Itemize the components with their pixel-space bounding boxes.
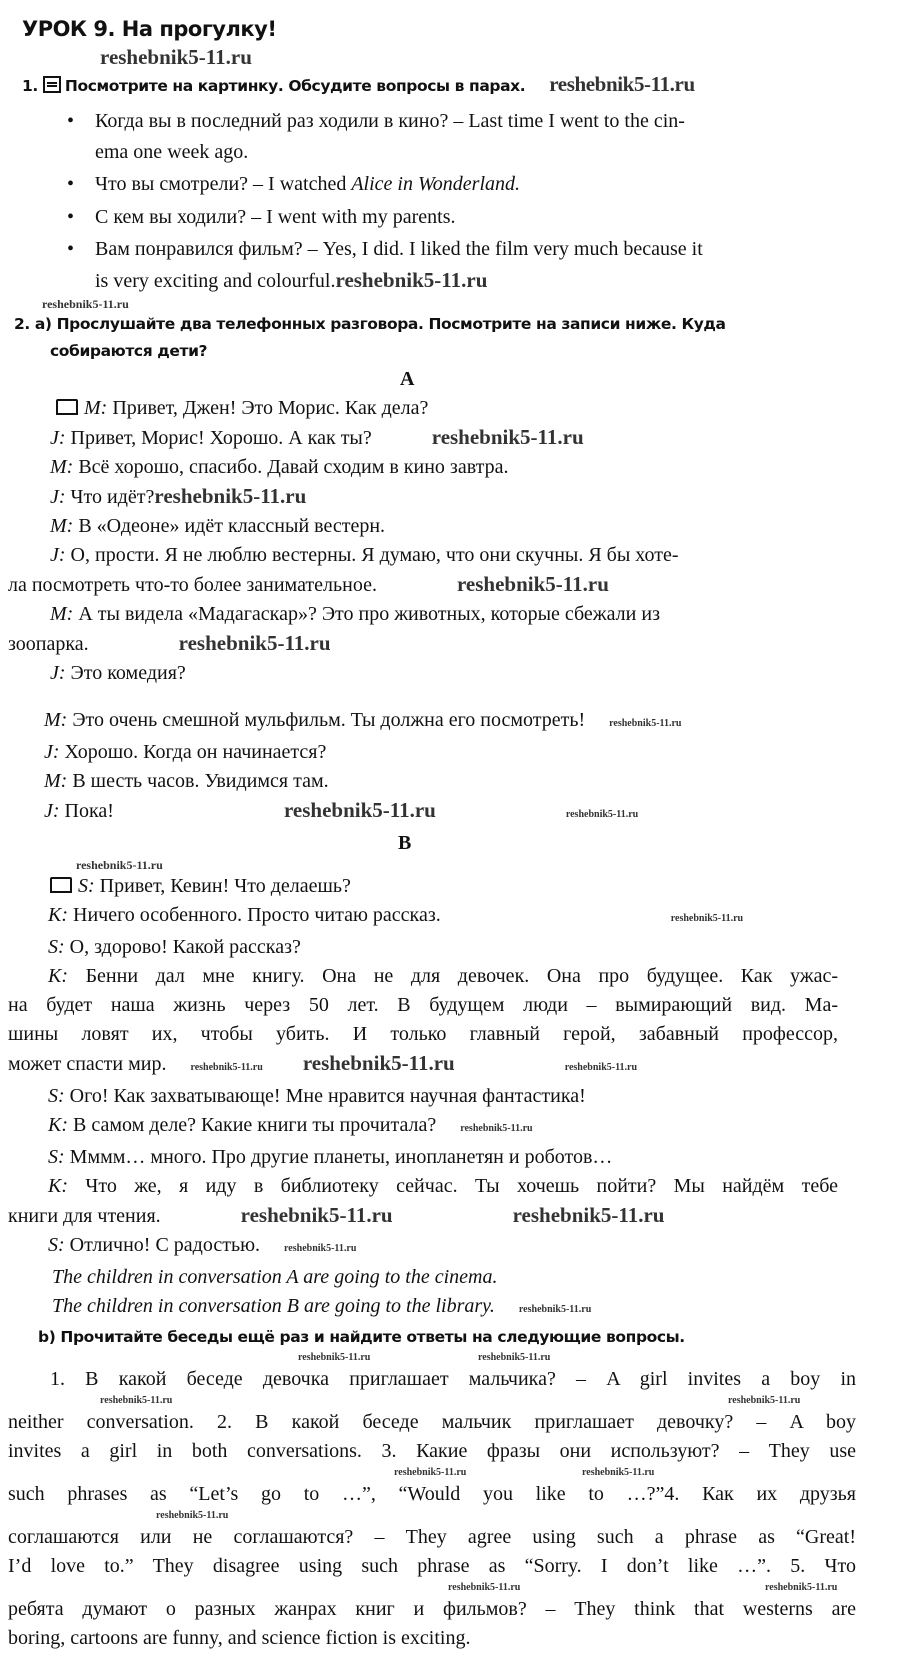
- watermark: reshebnik5-11.ru: [178, 631, 331, 655]
- text-span: Вам понравился фильм? – Yes, I did. I liked the film very much because it: [95, 238, 703, 260]
- dialogue-line: [0, 1231, 898, 1263]
- watermark-row: [0, 1394, 898, 1408]
- speaker-label: J:: [50, 544, 66, 566]
- speaker-label: S:: [48, 1146, 65, 1168]
- dialogue-line-cont: [0, 1201, 898, 1231]
- answer-paragraph-line: 1. В какой беседе девочка приглашает мальчика? – A girl invites a boy in: [50, 1368, 856, 1390]
- speaker-label: J:: [50, 662, 66, 684]
- conversation-b-label: B: [398, 832, 412, 854]
- watermark: reshebnik5-11.ru: [478, 1352, 551, 1363]
- dialogue-line: [0, 1111, 898, 1143]
- dialogue-line: [48, 962, 838, 991]
- text-span: зоопарка.: [8, 633, 89, 655]
- speaker-label: J:: [50, 427, 66, 449]
- audio-icon: [56, 399, 78, 415]
- watermark-row: [0, 1466, 898, 1480]
- text-span: Пока!: [59, 800, 114, 822]
- text-span: книги для чтения.: [8, 1205, 161, 1227]
- speaker-label: K:: [48, 1175, 68, 1197]
- dialogue-line: [0, 767, 898, 796]
- bullet-item: [0, 234, 898, 265]
- watermark: reshebnik5-11.ru: [609, 718, 682, 729]
- answer-line: The children in conversation B are going to the library.: [52, 1295, 495, 1317]
- watermark-row: [0, 297, 898, 311]
- watermark: reshebnik5-11.ru: [284, 1243, 357, 1254]
- watermark-row: [0, 858, 898, 872]
- dialogue-line: [0, 901, 898, 933]
- text-span: Ничего особенного. Просто читаю рассказ.: [68, 904, 441, 926]
- speaker-label: M:: [44, 770, 68, 792]
- text-span: О, прости. Я не люблю вестерны. Я думаю, что они скучны. Я бы хоте-: [65, 544, 679, 566]
- speaker-label: J:: [44, 741, 60, 763]
- watermark: reshebnik5-11.ru: [100, 45, 252, 69]
- text-span: is very exciting and colourful.: [95, 270, 336, 292]
- dialogue-line-cont: [0, 570, 898, 600]
- watermark: reshebnik5-11.ru: [512, 1203, 665, 1227]
- audio-icon: [50, 877, 72, 893]
- exercise-2b-heading: b) Прочитайте беседы ещё раз и найдите ответы на следующие вопросы.: [38, 1328, 685, 1346]
- text-span: В шесть часов. Увидимся там.: [67, 770, 329, 792]
- watermark: reshebnik5-11.ru: [765, 1582, 838, 1593]
- watermark: reshebnik5-11.ru: [154, 484, 307, 508]
- dialogue-line-cont: шины ловят их, чтобы убить. И только главный герой, забавный профессор,: [8, 1023, 838, 1045]
- speaker-label: S:: [78, 875, 95, 897]
- exercise-number: 1.: [22, 77, 38, 95]
- watermark: reshebnik5-11.ru: [448, 1582, 521, 1593]
- answer-paragraph-line: boring, cartoons are funny, and science fiction is exciting.: [8, 1627, 471, 1649]
- bullet-item: [0, 201, 898, 234]
- answer-paragraph-line: neither conversation. 2. В какой беседе мальчик приглашает девочку? – A boy: [8, 1411, 856, 1433]
- dialogue-line: [0, 394, 898, 423]
- speaker-label: K:: [48, 1114, 68, 1136]
- answer-line: The children in conversation A are going to the cinema.: [52, 1266, 498, 1288]
- watermark-row: [0, 1351, 898, 1365]
- dialogue-line: [0, 659, 898, 688]
- text-span: О, здорово! Какой рассказ?: [64, 936, 301, 958]
- speaker-label: S:: [48, 1234, 65, 1256]
- watermark: reshebnik5-11.ru: [76, 858, 163, 872]
- answer-paragraph-line: ребята думают о разных жанрах книг и фильмов? – They think that westerns are: [8, 1598, 856, 1620]
- speaker-label: M:: [50, 515, 74, 537]
- watermark: reshebnik5-11.ru: [565, 809, 639, 820]
- speaker-label: S:: [48, 1085, 65, 1107]
- speaker-label: M:: [50, 603, 74, 625]
- watermark: reshebnik5-11.ru: [670, 913, 744, 924]
- watermark: reshebnik5-11.ru: [728, 1395, 801, 1406]
- text-span: В «Одеоне» идёт классный вестерн.: [73, 515, 386, 537]
- dialogue-line: [0, 738, 898, 767]
- dialogue-line: [0, 1143, 898, 1172]
- text-span: Что же, я иду в библиотеку сейчас. Ты хочешь пойти? Мы найдём тебе: [68, 1175, 838, 1197]
- text-span: Когда вы в последний раз ходили в кино? – Last time I went to the cin-: [95, 110, 685, 132]
- exercise-2a-heading: 2. а) Прослушайте два телефонных разговора. Посмотрите на записи ниже. Куда: [14, 315, 726, 333]
- watermark: reshebnik5-11.ru: [240, 1203, 393, 1227]
- text-span: Alice in Wonderland.: [351, 173, 521, 195]
- answer-paragraph-line: I’d love to.” They disagree using such phrase as “Sorry. I don’t like …”. 5. Что: [8, 1555, 856, 1577]
- dialogue-line: [0, 872, 898, 901]
- bullet-item-cont: ema one week ago.: [95, 141, 249, 163]
- text-span: Привет, Морис! Хорошо. А как ты?: [65, 427, 372, 449]
- dialogue-line: [48, 1172, 838, 1201]
- dialogue-line: [0, 541, 898, 570]
- dialogue-line: [0, 1082, 898, 1111]
- speaker-label: M:: [50, 456, 74, 478]
- speaker-label: K:: [48, 904, 68, 926]
- watermark-row: [0, 44, 898, 71]
- dialogue-line: [0, 933, 898, 962]
- dialogue-line: [0, 706, 898, 738]
- text-span: ла посмотреть что-то более занимательное.: [8, 574, 377, 596]
- text-span: может спасти мир.: [8, 1053, 167, 1075]
- watermark: reshebnik5-11.ru: [456, 572, 609, 596]
- text-span: Мммм… много. Про другие планеты, инопланетян и роботов…: [64, 1146, 613, 1168]
- text-span: •: [67, 238, 75, 260]
- pair-work-icon: [43, 76, 61, 93]
- text-span: •: [67, 110, 75, 132]
- bullet-item: [0, 168, 898, 201]
- text-span: •: [67, 206, 75, 228]
- text-span: Привет, Джен! Это Морис. Как дела?: [107, 397, 429, 419]
- dialogue-line-cont: [0, 1049, 898, 1082]
- watermark: reshebnik5-11.ru: [564, 1062, 638, 1073]
- conversation-a-label: A: [400, 368, 415, 390]
- exercise-1-heading: [0, 71, 898, 100]
- answer-paragraph-line: соглашаются или не соглашаются? – They agree using such a phrase as “Great!: [8, 1526, 856, 1548]
- watermark: reshebnik5-11.ru: [335, 268, 488, 292]
- dialogue-line: [0, 512, 898, 541]
- lesson-title: УРОК 9. На прогулку!: [22, 17, 277, 41]
- text-span: Всё хорошо, спасибо. Давай сходим в кино завтра.: [73, 456, 509, 478]
- watermark: reshebnik5-11.ru: [156, 1510, 229, 1521]
- answer-paragraph-line: invites a girl in both conversations. 3. Какие фразы они используют? – They use: [8, 1440, 856, 1462]
- text-span: Что идёт?: [65, 486, 155, 508]
- watermark: reshebnik5-11.ru: [283, 798, 436, 822]
- text-span: В самом деле? Какие книги ты прочитала?: [68, 1114, 437, 1136]
- watermark: reshebnik5-11.ru: [431, 425, 584, 449]
- exercise-2a-heading-cont: собираются дети?: [50, 342, 208, 360]
- dialogue-line: [0, 796, 898, 829]
- watermark: reshebnik5-11.ru: [302, 1051, 455, 1075]
- watermark: reshebnik5-11.ru: [190, 1062, 263, 1073]
- bullet-item: [0, 106, 898, 137]
- watermark: reshebnik5-11.ru: [394, 1467, 467, 1478]
- dialogue-line-cont: на будет наша жизнь через 50 лет. В будущем люди – вымирающий вид. Ма-: [8, 994, 838, 1016]
- watermark-row: [0, 1581, 898, 1595]
- text-span: Это очень смешной мульфильм. Ты должна его посмотреть!: [67, 709, 586, 731]
- dialogue-line-cont: [0, 629, 898, 659]
- speaker-label: M:: [84, 397, 108, 419]
- watermark: reshebnik5-11.ru: [582, 1467, 655, 1478]
- watermark: reshebnik5-11.ru: [549, 72, 695, 96]
- text-span: •: [67, 173, 75, 195]
- answer-line-row: [0, 1292, 898, 1324]
- speaker-label: M:: [44, 709, 68, 731]
- watermark: reshebnik5-11.ru: [298, 1352, 371, 1363]
- exercise-instruction: Посмотрите на картинку. Обсудите вопросы в парах.: [64, 77, 526, 95]
- text-span: [0, 688, 898, 706]
- watermark: reshebnik5-11.ru: [100, 1395, 173, 1406]
- dialogue-line: [0, 482, 898, 512]
- answer-paragraph-line: such phrases as “Let’s go to …”, “Would you like to …?”4. Как их друзья: [8, 1483, 856, 1505]
- dialogue-line: [0, 600, 898, 629]
- bullet-item-cont: [0, 265, 898, 297]
- speaker-label: J:: [44, 800, 60, 822]
- text-span: С кем вы ходили? – I went with my parents.: [95, 206, 456, 228]
- text-span: Это комедия?: [65, 662, 186, 684]
- speaker-label: S:: [48, 936, 65, 958]
- watermark-row: [0, 1509, 898, 1523]
- watermark: reshebnik5-11.ru: [518, 1304, 592, 1315]
- text-span: Отлично! С радостью.: [64, 1234, 261, 1256]
- dialogue-line: [0, 423, 898, 453]
- text-span: Бенни дал мне книгу. Она не для девочек. Она про будущее. Как ужас-: [68, 965, 838, 987]
- watermark: reshebnik5-11.ru: [460, 1123, 533, 1134]
- text-span: Что вы смотрели? – I watched: [95, 173, 352, 195]
- text-span: Ого! Как захватывающе! Мне нравится научная фантастика!: [64, 1085, 586, 1107]
- text-span: Привет, Кевин! Что делаешь?: [94, 875, 351, 897]
- text-span: Хорошо. Когда он начинается?: [59, 741, 327, 763]
- watermark: reshebnik5-11.ru: [42, 297, 129, 311]
- speaker-label: K:: [48, 965, 68, 987]
- text-span: А ты видела «Мадагаскар»? Это про животных, которые сбежали из: [73, 603, 660, 625]
- speaker-label: J:: [50, 486, 66, 508]
- dialogue-line: [0, 453, 898, 482]
